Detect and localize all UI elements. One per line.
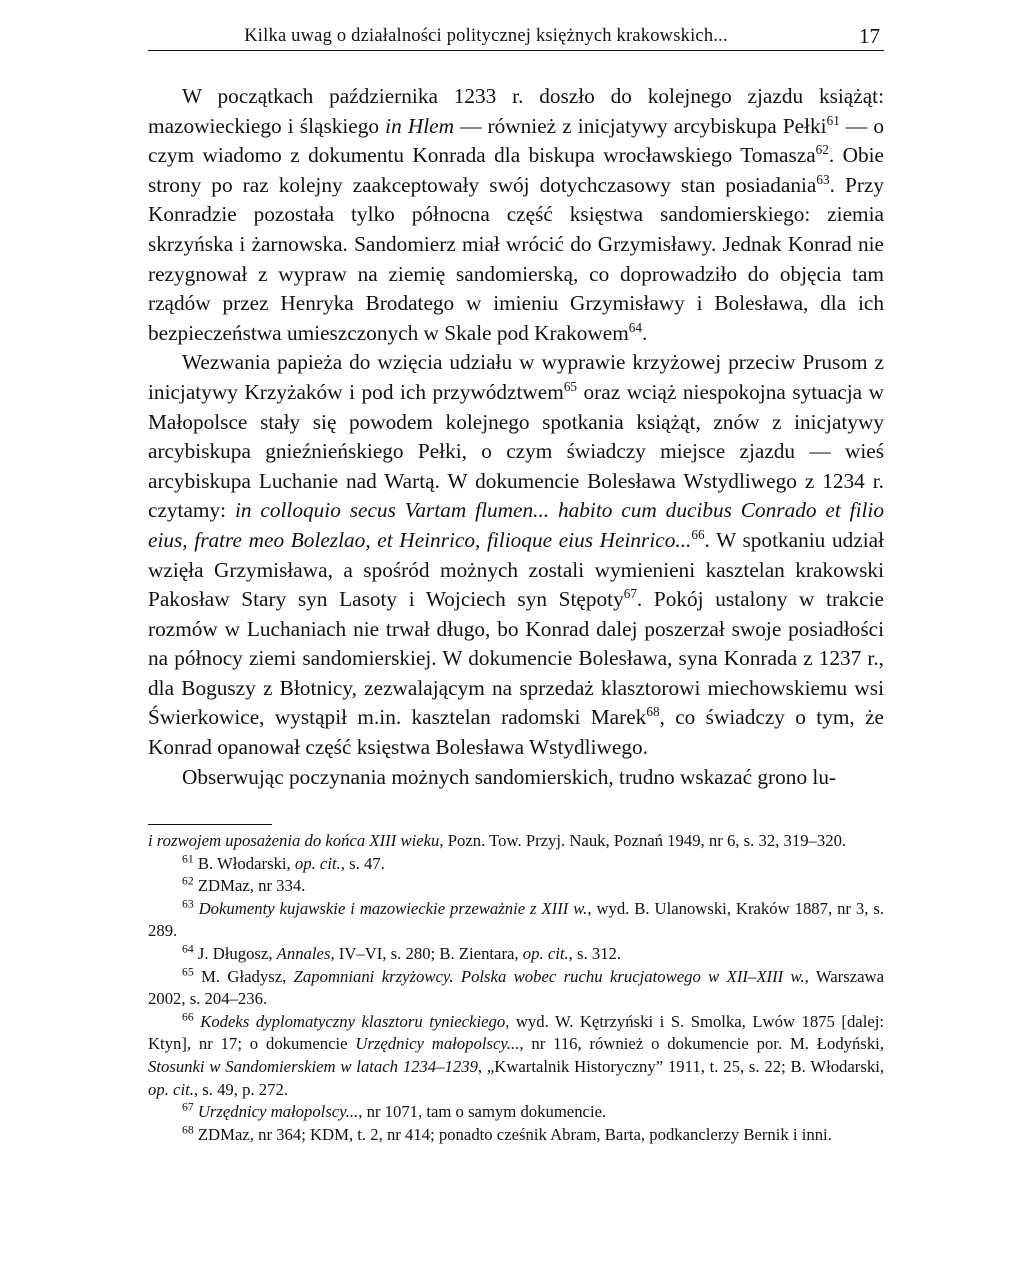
italic-run: in Hlem <box>385 113 454 138</box>
footnote-66 <box>148 1011 884 1101</box>
text-run: . Pokój ustalony w trakcie rozmów w Luchaniach nie trwał długo, bo Konrad dalej poszerzał swoje posiadłości na północy ziemi sandomierskiej. W dokumencie Bolesława, syna Konrada z 1237 r., dla Boguszy z Błotnicy, zezwalającym na sprzedaż klasztorowi miechowskiemu wsi Świerkowice, wystąpił m.in. kasztelan radomski Marek <box>148 587 884 730</box>
footnote-ref-66: 66 <box>691 526 705 542</box>
text-run: , co świadczy o tym, że Konrad opanował część księstwa Bolesława Wstydliwego. <box>148 705 885 760</box>
text-run: . Obie strony po raz kolejny zaakceptowały swój dotychczasowy stan posiadania <box>148 143 885 197</box>
footnote-68 <box>148 1124 884 1147</box>
footnotes <box>148 830 884 1146</box>
footnote-63 <box>148 898 884 943</box>
footnote-ref-61: 61 <box>826 112 840 128</box>
footnote-separator <box>148 824 272 825</box>
text-run: , s. 312. <box>568 943 622 963</box>
footnote-62 <box>148 875 884 898</box>
text-run: W początkach października 1233 r. doszło do kolejnego zjazdu książąt: mazowieckiego i śląskiego <box>148 84 884 138</box>
footnote-number: 66 <box>182 1010 194 1024</box>
italic-run: i rozwojem uposażenia do końca XIII wieku <box>148 831 440 850</box>
text-run: , Pozn. Tow. Przyj. Nauk, Poznań 1949, nr 6, s. 32, 319–320. <box>439 831 847 850</box>
running-header <box>148 20 884 51</box>
italic-run: op. cit. <box>148 1079 194 1099</box>
latin-quote: in colloquio secus Vartam flumen... habito cum ducibus Conrado et filio eius, fratre meo Bolezlao, et Heinrico, filioque eius Heinrico... <box>148 498 884 552</box>
text-run: — o czym wiadomo z dokumentu Konrada dla biskupa wrocławskiego Tomasza <box>148 113 884 168</box>
footnote-ref-64: 64 <box>628 319 642 335</box>
footnote-64 <box>148 943 884 966</box>
text-run: . Przy Konradzie pozostała tylko północna część księstwa sandomierskiego: ziemia skrzyńska i żarnowska. Sandomierz miał wrócić do Grzymisławy. Jednak Konrad nie rezygnował z wypraw na ziemię sandomierską, co doprowadziło do objęcia tam rządów przez Henryka Brodatego w imieniu Grzymisławy i Bolesława, dla ich bezpieczeństwa umieszczonych w Skale pod Krakowem <box>148 172 885 345</box>
footnote-number: 68 <box>182 1123 194 1137</box>
text-run: M. Gładysz, <box>193 966 294 986</box>
running-title: Kilka uwag o działalności politycznej księżnych krakowskich... <box>244 26 728 46</box>
footnote-ref-67: 67 <box>623 585 637 601</box>
text-run: , s. 49, p. 272. <box>193 1079 288 1099</box>
footnote-61 <box>148 853 884 876</box>
text-run: ZDMaz, nr 334. <box>193 876 306 896</box>
text-run: B. Włodarski, <box>193 853 295 873</box>
page-number: 17 <box>859 24 880 48</box>
italic-run: Dokumenty kujawskie i mazowieckie przeważnie z XIII w. <box>198 898 588 918</box>
italic-run: Urzędnicy małopolscy... <box>197 1102 359 1122</box>
text-run: oraz wciąż niespokojna sytuacja w Małopolsce stały się powodem kolejnego spotkania książąt, znów z inicjatywy arcybiskupa gnieźnieńskiego Pełki, o czym świadczy miejsce zjazdu — wieś arcybiskupa Luchanie nad Wartą. W dokumencie Bolesława Wstydliwego z 1234 r. czytamy: <box>148 379 884 523</box>
text-run: , „Kwartalnik Historyczny” 1911, t. 25, s. 22; B. Włodarski, <box>477 1056 885 1076</box>
text-run: J. Długosz, <box>193 943 277 963</box>
text-run: , nr 116, również o dokumencie por. M. Łodyński, <box>519 1034 884 1054</box>
paragraph-3: Obserwując poczynania możnych sandomierskich, trudno wskazać grono lu- <box>182 764 837 789</box>
footnote-ref-65: 65 <box>563 378 578 394</box>
italic-run: Urzędnicy małopolscy... <box>355 1034 520 1054</box>
italic-run: Kodeks dyplomatyczny klasztoru tynieckiego <box>200 1011 506 1031</box>
text-run: ZDMaz, nr 364; KDM, t. 2, nr 414; ponadto cześnik Abram, Barta, podkanclerzy Bernik i inni. <box>193 1124 832 1144</box>
italic-run: Annales <box>276 943 331 963</box>
italic-run: Zapomniani krzyżowcy. Polska wobec ruchu krucjatowego w XII–XIII w. <box>293 966 805 986</box>
text-run: , wyd. B. Ulanowski, Kraków 1887, nr 3, s. 289. <box>148 898 885 941</box>
footnote-65 <box>148 966 884 1011</box>
footnote-continuation <box>148 830 884 853</box>
text-run: . <box>641 320 648 345</box>
text-run: . W spotkaniu udział wzięła Grzymisława, a spośród możnych zostali wymienieni kasztelan krakowski Pakosław Stary syn Lasoty i Wojciech syn Stępoty <box>148 527 884 612</box>
text-run: , Warszawa 2002, s. 204–236. <box>148 966 885 1009</box>
footnote-ref-62: 62 <box>815 142 829 157</box>
footnote-number: 62 <box>182 874 194 888</box>
italic-run: op. cit. <box>294 853 341 873</box>
italic-run: op. cit. <box>522 943 569 963</box>
italic-run: Stosunki w Sandomierskiem w latach 1234–1239 <box>148 1056 478 1076</box>
paragraph-2 <box>148 348 884 762</box>
text-run: , nr 1071, tam o samym dokumencie. <box>358 1102 607 1122</box>
footnote-number: 65 <box>182 965 194 979</box>
footnote-ref-63: 63 <box>816 171 830 187</box>
footnote-number: 63 <box>182 897 194 911</box>
text-run: , wyd. W. Kętrzyński i S. Smolka, Lwów 1875 [dalej: Ktyn], nr 17; o dokumencie <box>148 1011 885 1054</box>
text-run: Wezwania papieża do wzięcia udziału w wyprawie krzyżowej przeciw Prusom z inicjatywy Krzyżaków i pod ich przywództwem <box>148 350 884 404</box>
footnote-number: 64 <box>182 942 194 956</box>
footnote-number: 61 <box>182 852 194 866</box>
text-run: , s. 47. <box>340 853 385 873</box>
footnote-ref-68: 68 <box>646 704 660 720</box>
text-run: , IV–VI, s. 280; B. Zientara, <box>330 943 523 963</box>
footnote-number: 67 <box>182 1100 194 1114</box>
text-run: — również z inicjatywy arcybiskupa Pełki <box>453 113 827 138</box>
main-text <box>148 82 884 792</box>
paragraph-1 <box>148 82 884 348</box>
footnote-67 <box>148 1101 884 1124</box>
